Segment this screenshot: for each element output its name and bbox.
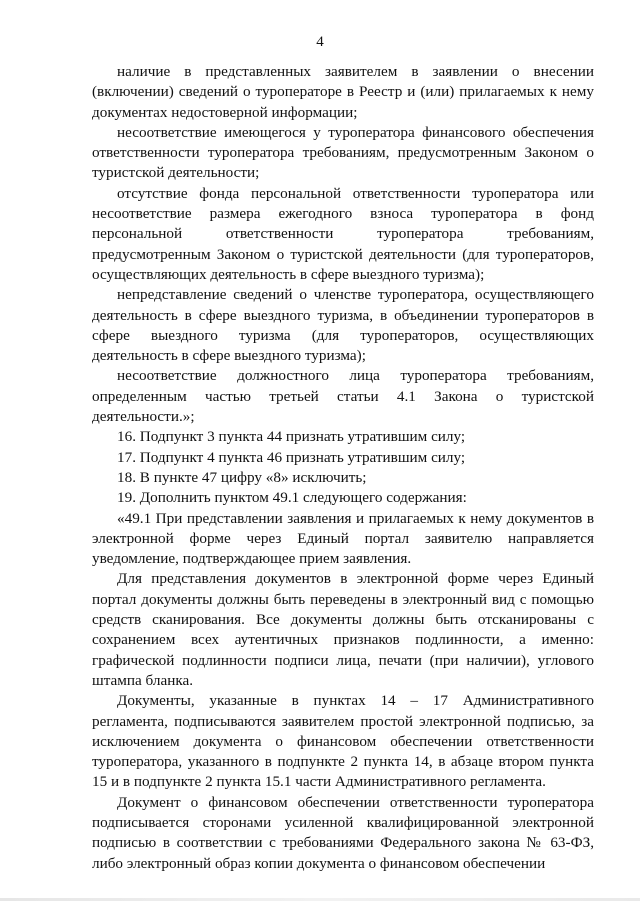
paragraph-item-17: 17. Подпункт 4 пункта 46 признать утратившим силу; <box>117 448 466 466</box>
paragraph-item-19: 19. Дополнить пунктом 49.1 следующего содержания: <box>117 489 467 507</box>
paragraph-membership: непредставление сведений о членстве туроператора, осуществляющего деятельность в сфере выездного туризма, в объединении туроператоров в сфере выездного туризма (для туроператоров, осуществляющих деятельность в сфере выездного туризма); <box>92 286 594 365</box>
paragraph-official-requirements: несоответствие должностного лица туроператора требованиям, определенным частью третьей статьи 4.1 Закона о туристской деятельности.»; <box>92 367 594 426</box>
page-number: 4 <box>316 34 324 50</box>
scan-edge <box>0 898 640 901</box>
paragraph-scanning: Для представления документов в электронной форме через Единый портал документы должны быть переведены в электронный вид с помощью средств сканирования. Все документы должны быть отсканированы с сохранением всех аутентичных признаков подлинности, а именно: графической подлинности подписи лица, печати (при наличии), углового штампа бланка. <box>92 570 594 689</box>
paragraph-signatures: Документы, указанные в пунктах 14 – 17 Административного регламента, подписываются заявителем простой электронной подписью, за исключением документа о финансовом обеспечении ответственности туроператора, указанного в подпункте 2 пункта 14, в абзаце втором пункта 15 и в подпункте 2 пункта 15.1 части Административного регламента. <box>92 692 594 791</box>
paragraph-financial-security: несоответствие имеющегося у туроператора финансового обеспечения ответственности туроператора требованиям, предусмотренным Законом о туристской деятельности; <box>92 123 594 182</box>
paragraph-personal-fund: отсутствие фонда персональной ответственности туроператора или несоответствие размера ежегодного взноса туроператора в фонд персональной ответственности туроператора требованиям, предусмотренным Законом о туристской деятельности (для туроператоров, осуществляющих деятельность в сфере выездного туризма); <box>92 184 594 283</box>
paragraph-item-16: 16. Подпункт 3 пункта 44 признать утратившим силу; <box>117 428 466 446</box>
paragraph-qualified-signature: Документ о финансовом обеспечении ответственности туроператора подписывается сторонами усиленной квалифицированной электронной подписью в соответствии с требованиями Федерального закона № 63-ФЗ, либо электронный образ копии документа о финансовом обеспечении <box>92 793 594 872</box>
document-body <box>92 62 594 874</box>
paragraph-false-information: наличие в представленных заявителем в заявлении о внесении (включении) сведений о туроператоре в Реестр и (или) прилагаемых к нему документах недостоверной информации; <box>92 63 594 121</box>
paragraph-item-18: 18. В пункте 47 цифру «8» исключить; <box>117 468 367 486</box>
paragraph-49-1: «49.1 При представлении заявления и прилагаемых к нему документов в электронной форме через Единый портал заявителю направляется уведомление, подтверждающее прием заявления. <box>92 509 594 568</box>
